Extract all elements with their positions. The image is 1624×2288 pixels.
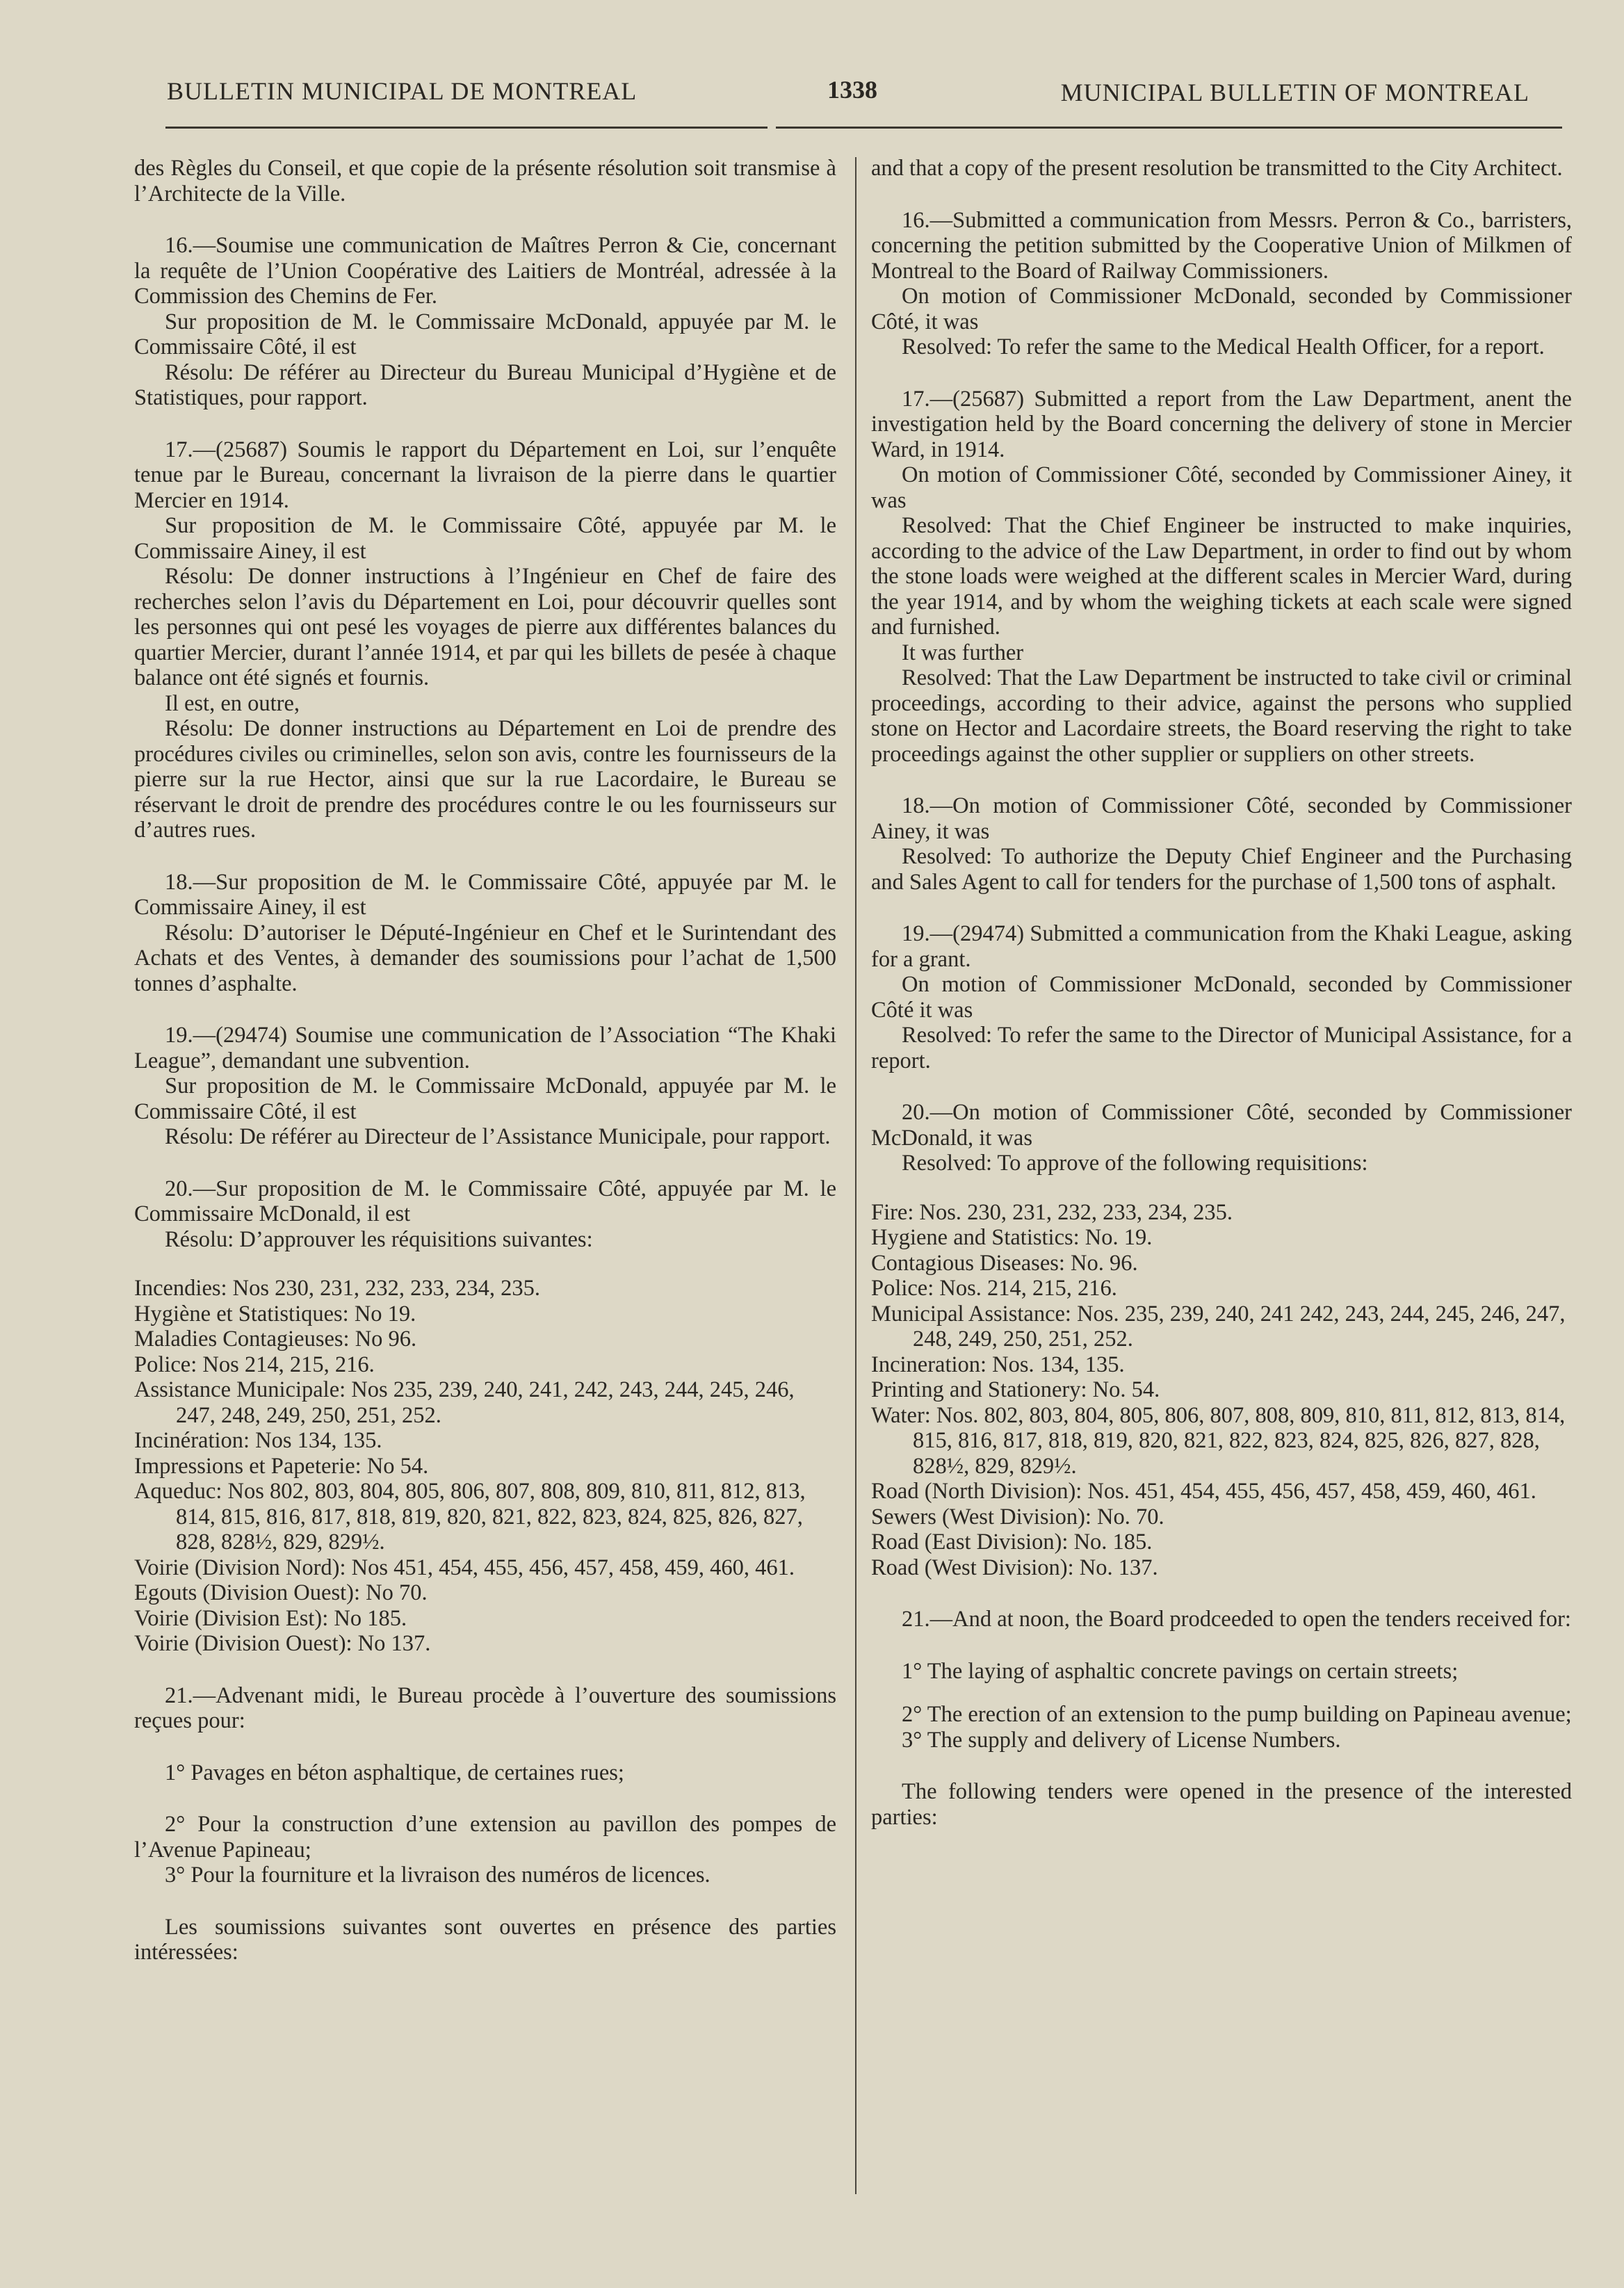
fr-item-21-text: 21.—Advenant midi, le Bureau procède à l’ouverture des soumissions reçues pour: <box>134 1682 836 1733</box>
en-requisition: Printing and Stationery: No. 54. <box>871 1377 1160 1402</box>
fr-item-20-resolution: Résolu: D’approuver les réquisitions suivantes: <box>165 1226 593 1252</box>
fr-item-21-tender-3: 3° Pour la fourniture et la livraison des numéros de licences. <box>165 1863 710 1888</box>
en-item-21-tender-2: 2° The erection of an extension to the pump building on Papineau avenue; <box>902 1702 1572 1727</box>
fr-item-18-motion: 18.—Sur proposition de M. le Commissaire Côté, appuyée par M. le Commissaire Ainey, il est <box>134 869 836 920</box>
fr-item-19-motion: Sur proposition de M. le Commissaire McDonald, appuyée par M. le Commissaire Côté, il est <box>134 1073 836 1124</box>
en-requisition: Hygiene and Statistics: No. 19. <box>871 1225 1153 1250</box>
column-divider <box>855 157 856 2194</box>
en-requisition: Incineration: Nos. 134, 135. <box>871 1352 1125 1377</box>
fr-requisition: Voirie (Division Est): No 185. <box>134 1605 407 1631</box>
en-requisition: Municipal Assistance: Nos. 235, 239, 240, 241 242, 243, 244, 245, 246, 247, 248, 249, 250, 251, 252. <box>871 1301 1566 1352</box>
fr-item-19-text: 19.—(29474) Soumise une communication de l’Association “The Khaki League”, demandant une subvention. <box>134 1023 836 1073</box>
fr-requisition: Aqueduc: Nos 802, 803, 804, 805, 806, 807, 808, 809, 810, 811, 812, 813, 814, 815, 816, 817, 818, 819, 820, 821, 822, 823, 824, 825, 826, 827, 828, 828½, 829, 829½. <box>134 1479 806 1555</box>
fr-item-18-resolution: Résolu: D’autoriser le Député-Ingénieur en Chef et le Surintendant des Achats et des Ventes, à demander des soumissions pour l’achat de 1,500 tonnes d’asphalte. <box>134 920 836 996</box>
fr-item-21-tender-1: 1° Pavages en béton asphaltique, de certaines rues; <box>165 1760 624 1785</box>
en-requisition: Road (East Division): No. 185. <box>871 1530 1153 1555</box>
en-item-17-resolution-2: Resolved: That the Law Department be instructed to take civil or criminal proceedings, according to their advice, against the persons who supplied stone on Hector and Lacordaire streets, the Board reserving the right to take proceedings against the other supplier or suppliers on other streets. <box>871 665 1572 767</box>
en-item-19-text: 19.—(29474) Submitted a communication from the Khaki League, asking for a grant. <box>871 921 1572 972</box>
en-tenders-opened: The following tenders were opened in the presence of the interested parties: <box>871 1779 1572 1830</box>
en-item-21-text: 21.—And at noon, the Board prodceeded to open the tenders received for: <box>902 1607 1571 1632</box>
page-number: 1338 <box>827 76 877 104</box>
fr-item-20-motion: 20.—Sur proposition de M. le Commissaire Côté, appuyée par M. le Commissaire McDonald, il est <box>134 1176 836 1226</box>
fr-item-17-further: Il est, en outre, <box>165 690 300 716</box>
en-item-18-resolution: Resolved: To authorize the Deputy Chief Engineer and the Purchasing and Sales Agent to call for tenders for the purchase of 1,500 tons of asphalt. <box>871 844 1572 895</box>
en-item-18-motion: 18.—On motion of Commissioner Côté, seconded by Commissioner Ainey, it was <box>871 793 1572 844</box>
header-rule-right <box>776 127 1562 129</box>
en-requisition: Road (North Division): Nos. 451, 454, 455, 456, 457, 458, 459, 460, 461. <box>871 1479 1536 1504</box>
header-title-english: MUNICIPAL BULLETIN OF MONTREAL <box>1060 79 1529 106</box>
en-item-20-resolution: Resolved: To approve of the following requisitions: <box>902 1151 1368 1176</box>
fr-requisition: Impressions et Papeterie: No 54. <box>134 1453 429 1479</box>
en-item-16-motion: On motion of Commissioner McDonald, seconded by Commissioner Côté, it was <box>871 284 1572 334</box>
en-requisition: Road (West Division): No. 137. <box>871 1555 1158 1580</box>
en-item-19-resolution: Resolved: To refer the same to the Director of Municipal Assistance, for a report. <box>871 1023 1572 1073</box>
header-title-french: BULLETIN MUNICIPAL DE MONTREAL <box>167 77 638 105</box>
en-item-21-tender-1: 1° The laying of asphaltic concrete pavings on certain streets; <box>902 1658 1459 1684</box>
fr-item-21-tender-2: 2° Pour la construction d’une extension au pavillon des pompes de l’Avenue Papineau; <box>134 1812 836 1863</box>
fr-tenders-opened: Les soumissions suivantes sont ouvertes en présence des parties intéressées: <box>134 1914 836 1965</box>
en-item-20-motion: 20.—On motion of Commissioner Côté, seconded by Commissioner McDonald, it was <box>871 1100 1572 1151</box>
fr-requisition: Incendies: Nos 230, 231, 232, 233, 234, 235. <box>134 1276 541 1301</box>
page-header <box>160 70 1536 132</box>
en-continuation: and that a copy of the present resolution be transmitted to the City Architect. <box>871 156 1563 181</box>
en-item-17-further: It was further <box>902 640 1024 665</box>
fr-requisition: Incinération: Nos 134, 135. <box>134 1428 382 1453</box>
fr-item-19-resolution: Résolu: De référer au Directeur de l’Assistance Municipale, pour rapport. <box>165 1124 831 1149</box>
fr-requisition: Police: Nos 214, 215, 216. <box>134 1352 375 1377</box>
fr-requisitions-list <box>134 1276 836 1657</box>
en-requisition: Contagious Diseases: No. 96. <box>871 1250 1138 1276</box>
en-item-16-text: 16.—Submitted a communication from Messrs. Perron & Co., barristers, concerning the petition submitted by the Cooperative Union of Milkmen of Montreal to the Board of Railway Commissioners. <box>871 207 1572 284</box>
fr-item-16-motion: Sur proposition de M. le Commissaire McDonald, appuyée par M. le Commissaire Côté, il est <box>134 309 836 359</box>
fr-requisition: Maladies Contagieuses: No 96. <box>134 1326 417 1352</box>
fr-requisition: Egouts (Division Ouest): No 70. <box>134 1580 428 1605</box>
en-item-17-text: 17.—(25687) Submitted a report from the Law Department, anent the investigation held by the Board concerning the delivery of stone in Mercier Ward, in 1914. <box>871 386 1572 462</box>
en-requisition: Sewers (West Division): No. 70. <box>871 1504 1164 1530</box>
en-requisition: Fire: Nos. 230, 231, 232, 233, 234, 235. <box>871 1199 1233 1225</box>
fr-item-17-resolution-2: Résolu: De donner instructions au Département en Loi de prendre des procédures civiles ou criminelles, selon son avis, contre les fournisseurs de la pierre sur la rue Hector, ainsi que sur la rue Lacordaire, le Bureau se réservant le droit de prendre des procédures contre le ou les fournisseurs sur d’autres rues. <box>134 716 836 843</box>
en-item-16-resolution: Resolved: To refer the same to the Medical Health Officer, for a report. <box>902 334 1545 359</box>
en-item-21-tender-3: 3° The supply and delivery of License Numbers. <box>902 1727 1341 1753</box>
fr-item-17-resolution-1: Résolu: De donner instructions à l’Ingénieur en Chef de faire des recherches selon l’avis du Département en Loi, pour découvrir quelles sont les personnes qui ont pesé les voyages de pierre aux différentes balances du quartier Mercier, durant l’année 1914, et par qui les billets de pesée à chaque balance ont été signés et fournis. <box>134 564 836 690</box>
fr-requisition: Assistance Municipale: Nos 235, 239, 240, 241, 242, 243, 244, 245, 246, 247, 248, 249, 250, 251, 252. <box>134 1377 795 1428</box>
en-item-17-motion: On motion of Commissioner Côté, seconded by Commissioner Ainey, it was <box>871 462 1572 513</box>
en-requisition: Water: Nos. 802, 803, 804, 805, 806, 807, 808, 809, 810, 811, 812, 813, 814, 815, 816, 817, 818, 819, 820, 821, 822, 823, 824, 825, 826, 827, 828, 828½, 829, 829½. <box>871 1402 1566 1479</box>
fr-item-16-text: 16.—Soumise une communication de Maîtres Perron & Cie, concernant la requête de l’Union Coopérative des Laitiers de Montréal, adressée à la Commission des Chemins de Fer. <box>134 233 836 309</box>
fr-requisition: Hygiène et Statistiques: No 19. <box>134 1301 416 1326</box>
english-column <box>871 156 1572 1830</box>
en-requisitions-list <box>871 1200 1572 1581</box>
en-requisition: Police: Nos. 214, 215, 216. <box>871 1276 1117 1301</box>
fr-continuation: des Règles du Conseil, et que copie de la présente résolution soit transmise à l’Architecte de la Ville. <box>134 156 836 206</box>
fr-requisition: Voirie (Division Ouest): No 137. <box>134 1631 431 1656</box>
fr-item-17-motion: Sur proposition de M. le Commissaire Côté, appuyée par M. le Commissaire Ainey, il est <box>134 513 836 564</box>
en-item-17-resolution-1: Resolved: That the Chief Engineer be instructed to make inquiries, according to the advice of the Law Department, in order to find out by whom the stone loads were weighed at the different scales in Mercier Ward, during the year 1914, and by whom the weighing tickets at each scale were signed and furnished. <box>871 513 1572 640</box>
en-item-19-motion: On motion of Commissioner McDonald, seconded by Commissioner Côté it was <box>871 972 1572 1023</box>
fr-requisition: Voirie (Division Nord): Nos 451, 454, 455, 456, 457, 458, 459, 460, 461. <box>134 1555 795 1580</box>
french-column <box>134 156 836 1965</box>
fr-item-17-text: 17.—(25687) Soumis le rapport du Département en Loi, sur l’enquête tenue par le Bureau, concernant la livraison de la pierre dans le quartier Mercier en 1914. <box>134 437 836 513</box>
fr-item-16-resolution: Résolu: De référer au Directeur du Bureau Municipal d’Hygiène et de Statistiques, pour rapport. <box>134 359 836 410</box>
header-rule-left <box>165 127 768 129</box>
